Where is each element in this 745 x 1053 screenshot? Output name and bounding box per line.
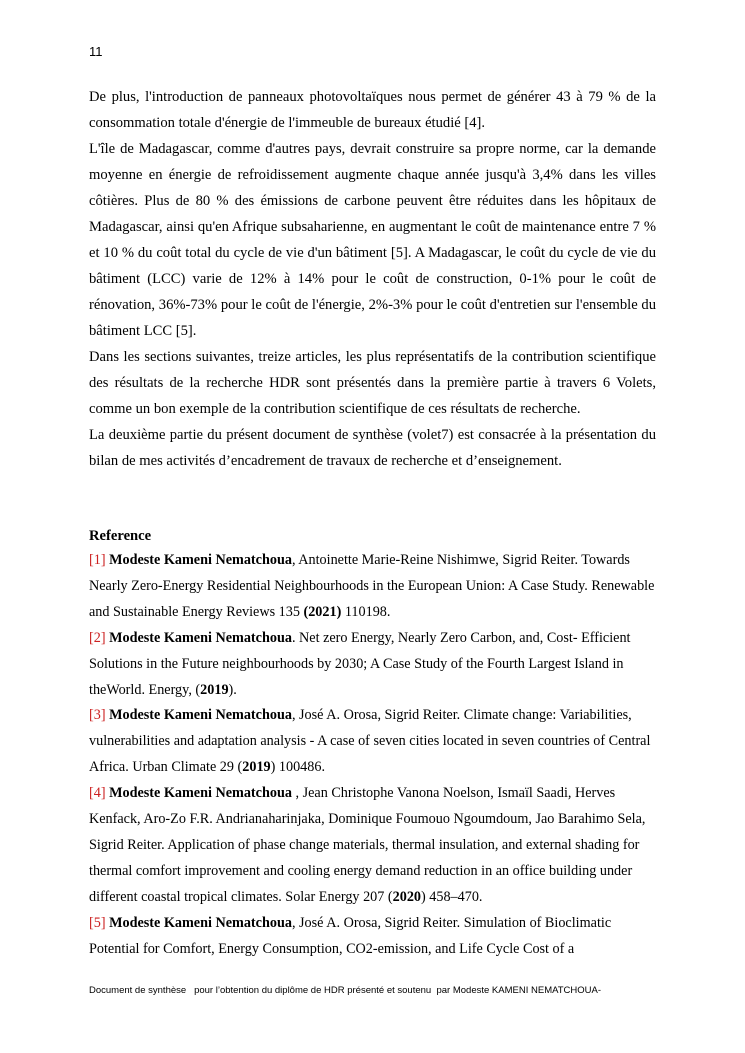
reference-author: Modeste Kameni Nematchoua (109, 552, 292, 568)
reference-number: [4] (89, 785, 106, 802)
reference-author: Modeste Kameni Nematchoua (109, 707, 292, 724)
reference-number: [1] (89, 552, 106, 568)
paragraph: L'île de Madagascar, comme d'autres pays, devrait construire sa propre norme, car la demande moyenne en énergie de refroidissement augmente chaque année jusqu'à 3,4% dans les villes côtières. Plus de 80 % des émissions de carbone peuvent être réduites dans les hôpitaux de Madagascar, ainsi qu'en Afrique subsaharienne, en augmentant le coût de maintenance entre 7 % et 10 % du coût total du cycle de vie d'un bâtiment [5]. A Madagascar, le coût du cycle de vie du bâtiment (LCC) varie de 12% à 14% pour le coût de construction, 0-1% pour le coût de rénovation, 36%-73% pour le coût de l'énergie, 2%-3% pour le coût d'entretien sur l'ensemble du bâtiment LCC [5]. (89, 141, 656, 339)
reference-item (89, 703, 656, 781)
reference-list (89, 548, 656, 963)
page-number: 11 (89, 44, 103, 59)
paragraph: De plus, l'introduction de panneaux photovoltaïques nous permet de générer 43 à 79 % de la consommation totale d'énergie de l'immeuble de bureaux étudié [4]. (89, 89, 656, 131)
reference-item (89, 911, 656, 963)
reference-text-end: 110198. (341, 603, 391, 620)
reference-item (89, 781, 656, 911)
body-text (89, 84, 656, 474)
reference-number: [5] (89, 914, 106, 931)
reference-text: , José A. Orosa, Sigrid Reiter. Simulation of Bioclimatic Potential for Comfort, Energy Consumption, CO2-emission, and Life Cycle Cost of a (89, 914, 612, 957)
page-footer: Document de synthèse pour l’obtention du diplôme de HDR présenté et soutenu par Modeste KAMENI NEMATCHOUA- (89, 985, 602, 996)
reference-item (89, 626, 656, 704)
paragraph: Dans les sections suivantes, treize articles, les plus représentatifs de la contribution scientifique des résultats de la recherche HDR sont présentés dans la première partie à travers 6 Volets, comme un bon exemple de la contribution scientifique de ces résultats de recherche. (89, 349, 656, 417)
reference-year: 2020 (392, 888, 421, 905)
reference-text-end: ) 458–470. (421, 888, 483, 905)
reference-text-end: ). (228, 681, 237, 698)
reference-author: Modeste Kameni Nematchoua (109, 914, 292, 931)
reference-heading: Reference (89, 528, 152, 544)
reference-number: [3] (89, 707, 106, 724)
reference-author: Modeste Kameni Nematchoua (109, 629, 292, 646)
reference-author: Modeste Kameni Nematchoua (109, 785, 292, 802)
reference-text: , Jean Christophe Vanona Noelson, Ismaïl Saadi, Herves Kenfack, Aro-Zo F.R. Andrianaharinjaka, Dominique Foumouo Ngoumdoum, Jao Barahimo Sela, Sigrid Reiter. Application of phase change materials, thermal insulation, and external shading for thermal comfort improvement and cooling energy demand reduction in an office building under different coastal tropical climates. Solar Energy 207 ( (89, 785, 646, 905)
reference-item (89, 548, 656, 626)
reference-year: 2019 (242, 759, 271, 776)
paragraph: La deuxième partie du présent document de synthèse (volet7) est consacrée à la présentation du bilan de mes activités d’encadrement de travaux de recherche et d’enseignement. (89, 427, 656, 469)
reference-text: , Antoinette Marie-Reine Nishimwe, Sigrid Reiter. Towards Nearly Zero-Energy Residential Neighbourhoods in the European Union: A Case Study. Renewable and Sustainable Energy Reviews 135 (89, 552, 655, 620)
reference-text: . Net zero Energy, Nearly Zero Carbon, and, Cost- Efficient Solutions in the Future neighbourhoods by 2030; A Case Study of the Fourth Largest Island in theWorld. Energy, ( (89, 629, 631, 698)
reference-number: [2] (89, 629, 106, 646)
reference-year: (2021) (303, 603, 342, 620)
reference-text-end: ) 100486. (270, 759, 326, 776)
reference-year: 2019 (200, 681, 229, 698)
reference-text: , José A. Orosa, Sigrid Reiter. Climate change: Variabilities, vulnerabilities and adaptation analysis - A case of seven cities located in seven countries of Central Africa. Urban Climate 29 ( (89, 707, 651, 776)
